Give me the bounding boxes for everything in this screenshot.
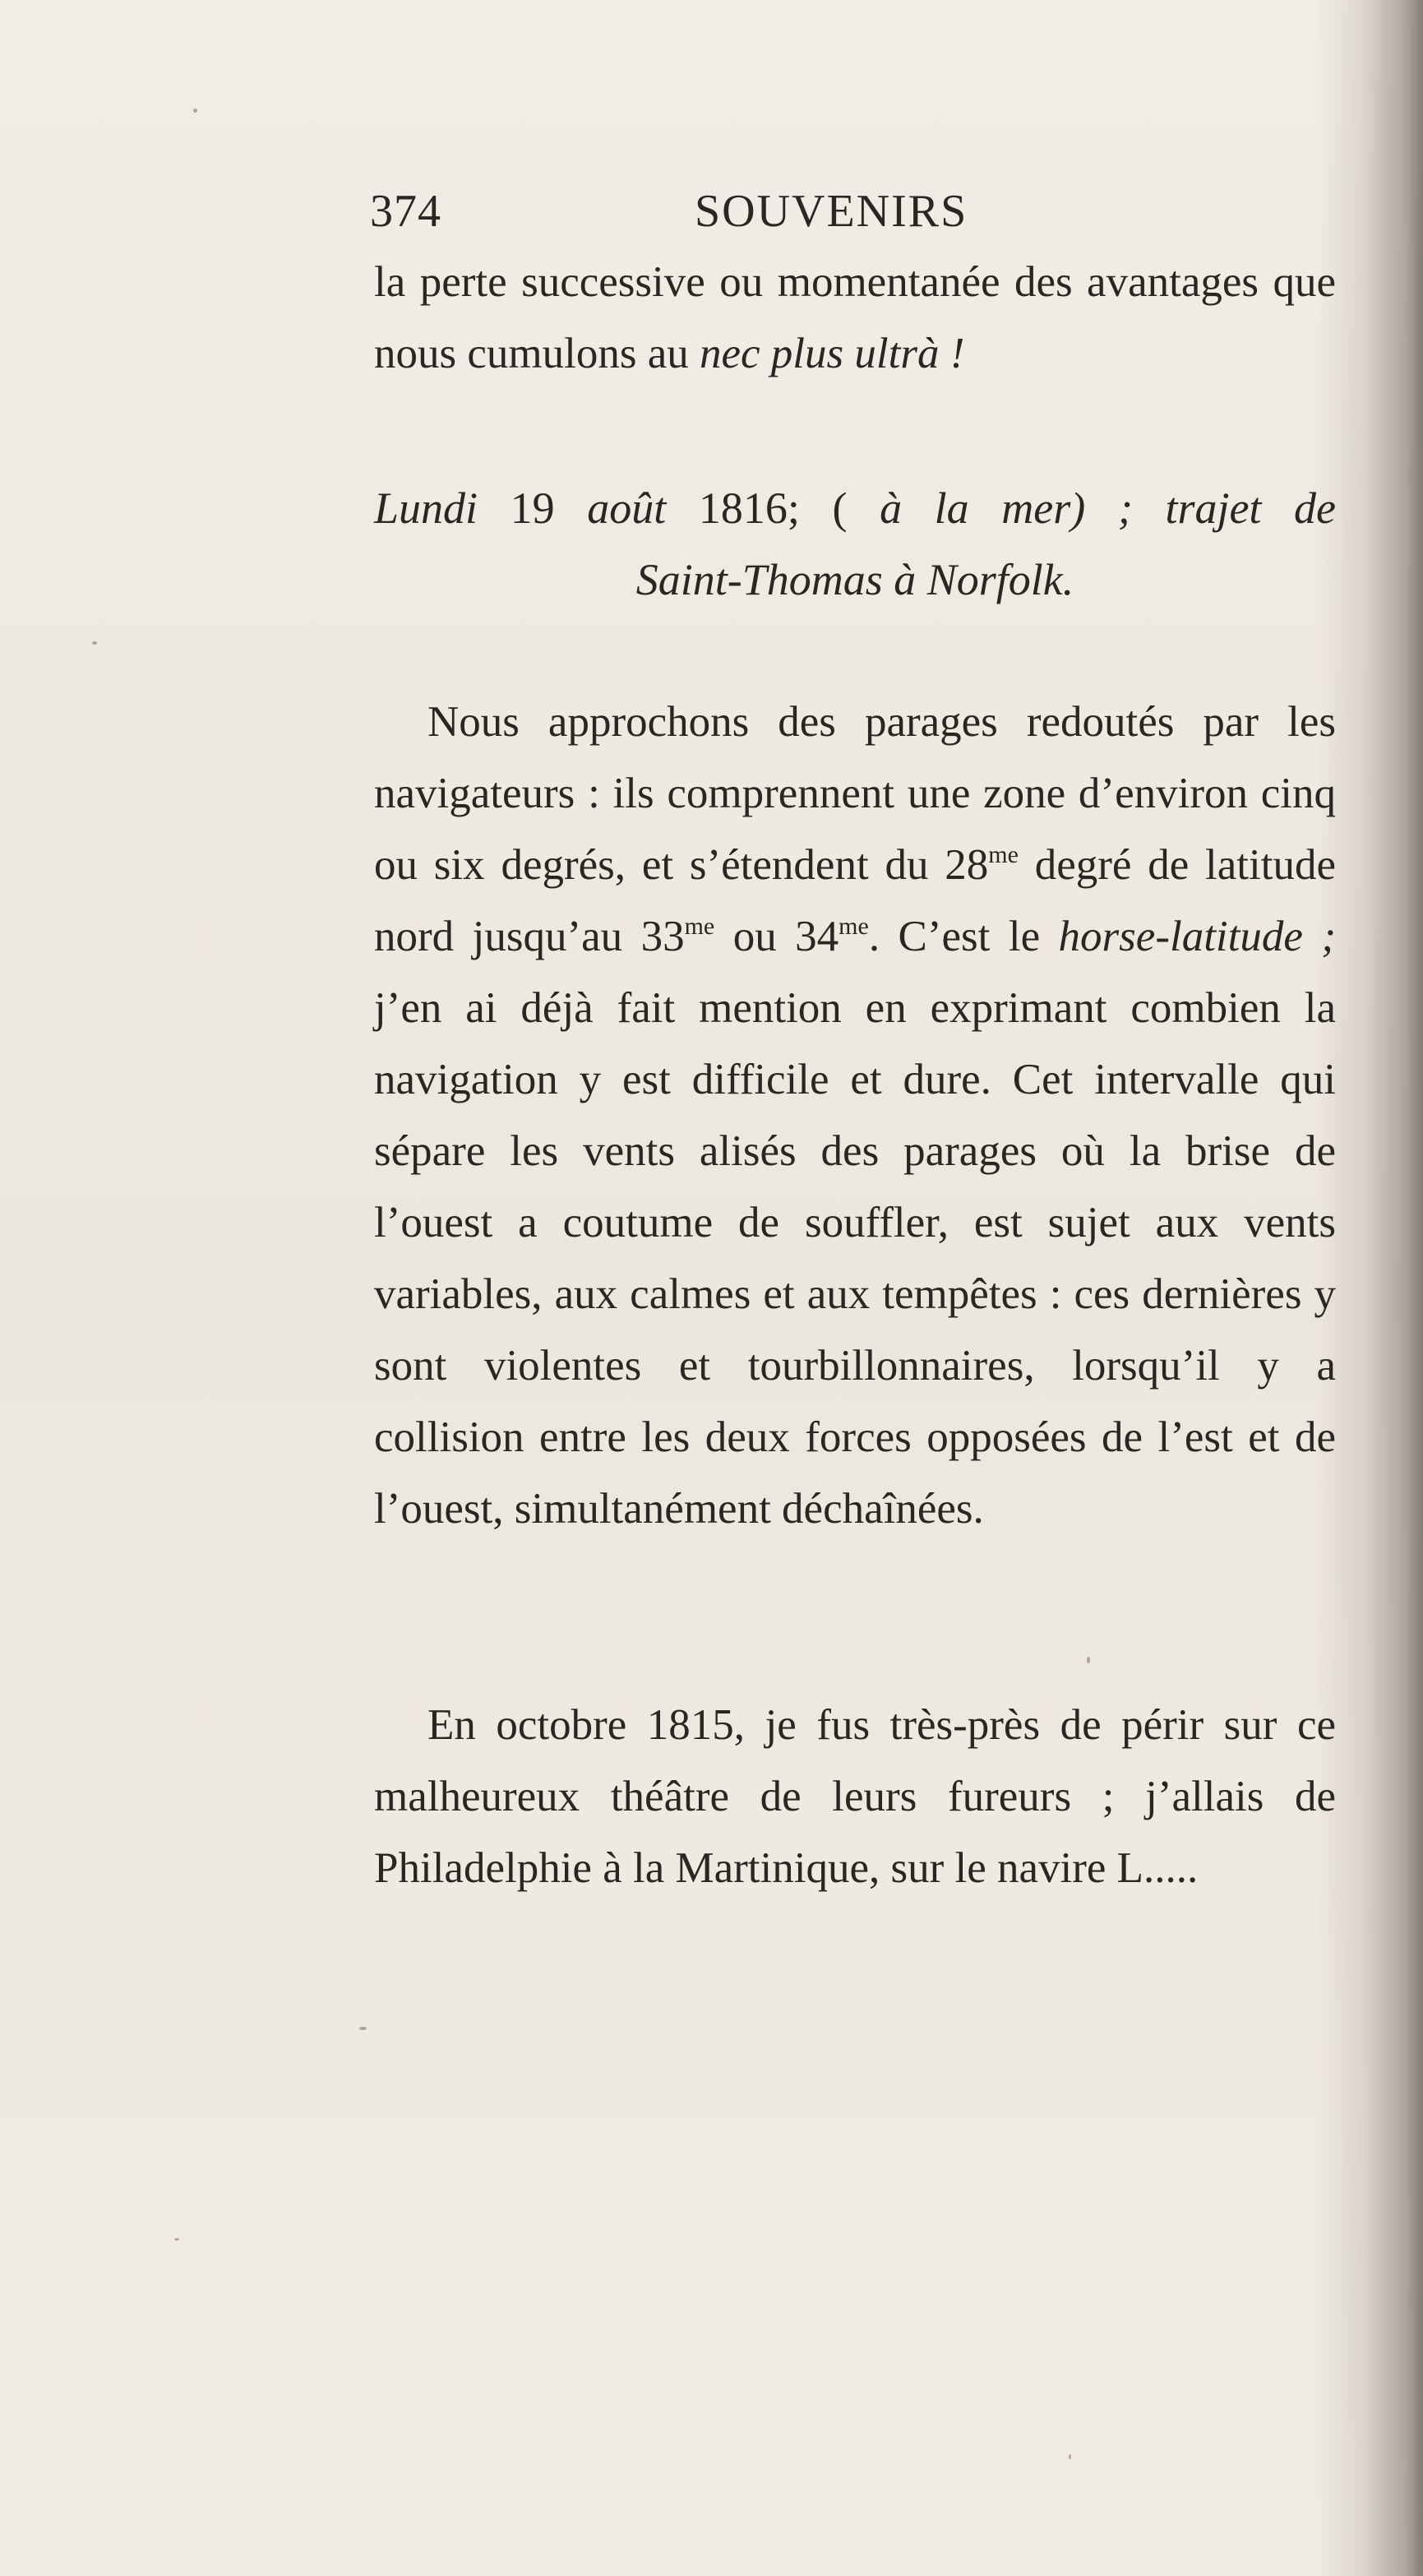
continuation-italic: nec plus ultrà ! (700, 330, 965, 377)
paragraph-horse-latitude (374, 687, 1336, 1545)
paragraph1-sup2: me (684, 913, 715, 940)
entry-location: à la mer) ; trajet de (880, 483, 1336, 533)
entry-day: Lundi (374, 483, 478, 533)
ink-speck (92, 641, 97, 645)
ink-speck (193, 109, 197, 113)
paragraph1-sup3: me (839, 913, 869, 940)
continuation-paragraph (374, 247, 1336, 390)
running-title: SOUVENIRS (695, 186, 968, 237)
entry-heading-date-line (374, 473, 1336, 544)
paragraph1-part5: j’en ai déjà fait mention en exprimant combien la navigation y est difficile et dure. Cet intervalle qui sépare les vents alisés des parages où la brise de l’ouest a coutume de souffler, est sujet aux vents variables, aux calmes et aux tempêtes : ces dernières y sont violentes et tourbillonnaires, lorsqu’il y a collision entre les deux forces opposées de l’est et de l’ouest, simultanément déchaînées. (374, 984, 1336, 1533)
paragraph1-sup1: me (988, 841, 1019, 868)
entry-route: Saint-Thomas à Norfolk. (635, 555, 1074, 604)
ink-speck (1087, 1657, 1090, 1663)
paragraph-october-1815 (374, 1690, 1336, 1904)
entry-month: août (587, 483, 667, 533)
ink-speck (359, 2027, 367, 2030)
paragraph1-part3: ou 34 (714, 913, 839, 960)
ink-speck (1069, 2454, 1071, 2459)
entry-day-number: 19 (478, 483, 588, 533)
continuation-text: la perte successive ou momentanée des avantages que nous cumulons au (374, 258, 1336, 377)
paragraph1-part4: . C’est le (868, 913, 1059, 960)
entry-year: 1816; ( (666, 483, 880, 533)
page-header (370, 185, 1336, 243)
ink-speck (174, 2238, 179, 2241)
entry-heading (374, 473, 1336, 616)
page-number: 374 (370, 186, 441, 237)
paragraph2-text: En octobre 1815, je fus très-près de périr sur ce malheureux théâtre de leurs fureurs ; j’allais de Philadelphie à la Martinique, sur le navire L..... (374, 1701, 1336, 1892)
paragraph1-italic-term: horse-latitude ; (1058, 913, 1336, 960)
paragraph1-part2: degré de latitude nord jusqu’au 33 (374, 841, 1336, 960)
paragraph1-part1: Nous approchons des parages redoutés par les navigateurs : ils comprennent une zone d’environ cinq ou six degrés, et s’étendent du 28 (374, 698, 1336, 889)
